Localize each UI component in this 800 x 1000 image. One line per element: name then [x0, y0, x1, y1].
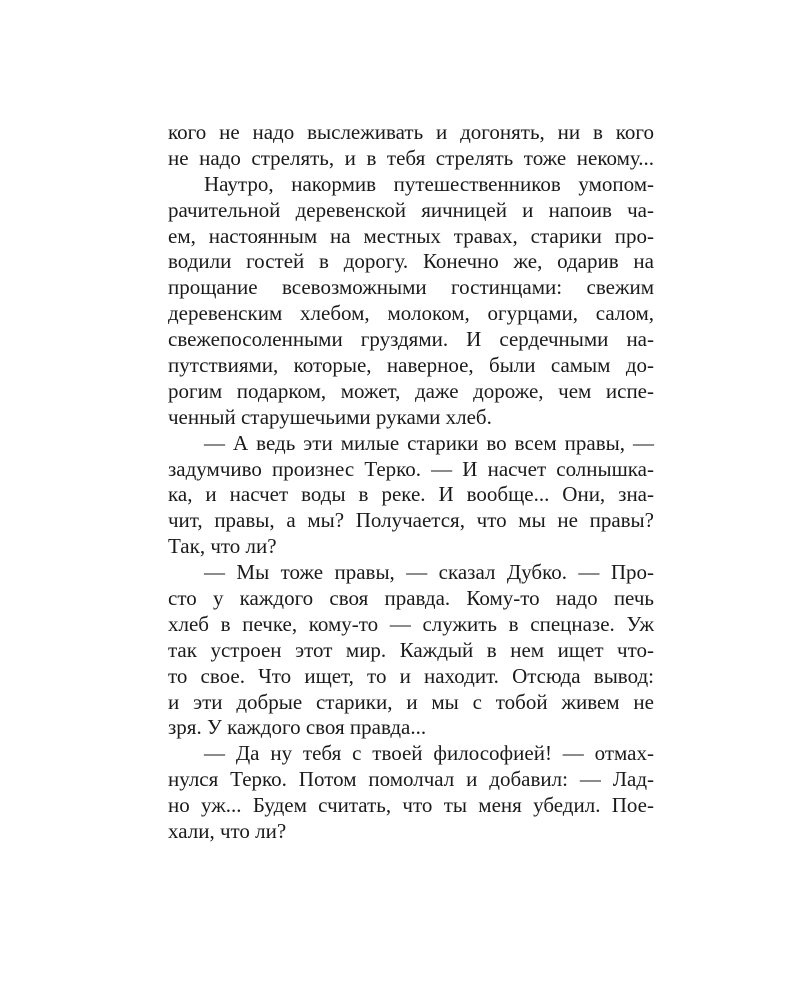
text-line: свежепосоленными груздями. И сердечными на-	[168, 327, 654, 352]
text-line: ем, настоянным на местных травах, старики про-	[168, 223, 654, 248]
text-line: рогим подарком, может, даже дороже, чем испе-	[168, 378, 654, 403]
text-line: то свое. Что ищет, то и находит. Отсюда вывод:	[168, 663, 654, 688]
text-line: но уж... Будем считать, что ты меня убедил. Пое-	[168, 793, 654, 818]
text-line: так устроен этот мир. Каждый в нем ищет что-	[168, 637, 654, 662]
text-line: не надо стрелять, и в тебя стрелять тоже некому...	[168, 145, 654, 170]
text-line: кого не надо выслеживать и догонять, ни в кого	[168, 120, 654, 144]
text-line: зря. У каждого своя правда...	[168, 715, 427, 740]
text-line: прощание всевозможными гостинцами: свежим	[168, 275, 654, 300]
text-line: задумчиво произнес Терко. — И насчет солнышка-	[168, 456, 654, 481]
text-line: деревенским хлебом, молоком, огурцами, салом,	[168, 301, 654, 326]
text-line: сто у каждого своя правда. Кому-то надо печь	[168, 586, 654, 611]
text-line: чит, правы, а мы? Получается, что мы не правы?	[168, 508, 654, 533]
text-line: и эти добрые старики, и мы с тобой живем не	[168, 689, 654, 714]
text-line: нулся Терко. Потом помолчал и добавил: — Лад-	[168, 767, 654, 792]
text-line: хали, что ли?	[168, 819, 287, 844]
text-line: Так, что ли?	[168, 534, 277, 559]
text-line: хлеб в печке, кому-то — служить в спецназе. Уж	[168, 611, 654, 636]
text-line: ка, и насчет воды в реке. И вообще... Они, зна-	[168, 482, 654, 507]
text-line: водили гостей в дорогу. Конечно же, одарив на	[168, 249, 654, 274]
page-text	[168, 120, 654, 845]
text-line: — А ведь эти милые старики во всем правы, —	[204, 430, 654, 455]
text-line: Наутро, накормив путешественников умопом-	[204, 171, 654, 196]
text-line: путствиями, которые, наверное, были самым до-	[168, 353, 654, 378]
text-line: ченный старушечьими руками хлеб.	[168, 404, 492, 429]
text-line: — Да ну тебя с твоей философией! — отмах-	[204, 741, 654, 766]
text-line: рачительной деревенской яичницей и напоив ча-	[168, 197, 654, 222]
text-line: — Мы тоже правы, — сказал Дубко. — Про-	[204, 560, 654, 585]
